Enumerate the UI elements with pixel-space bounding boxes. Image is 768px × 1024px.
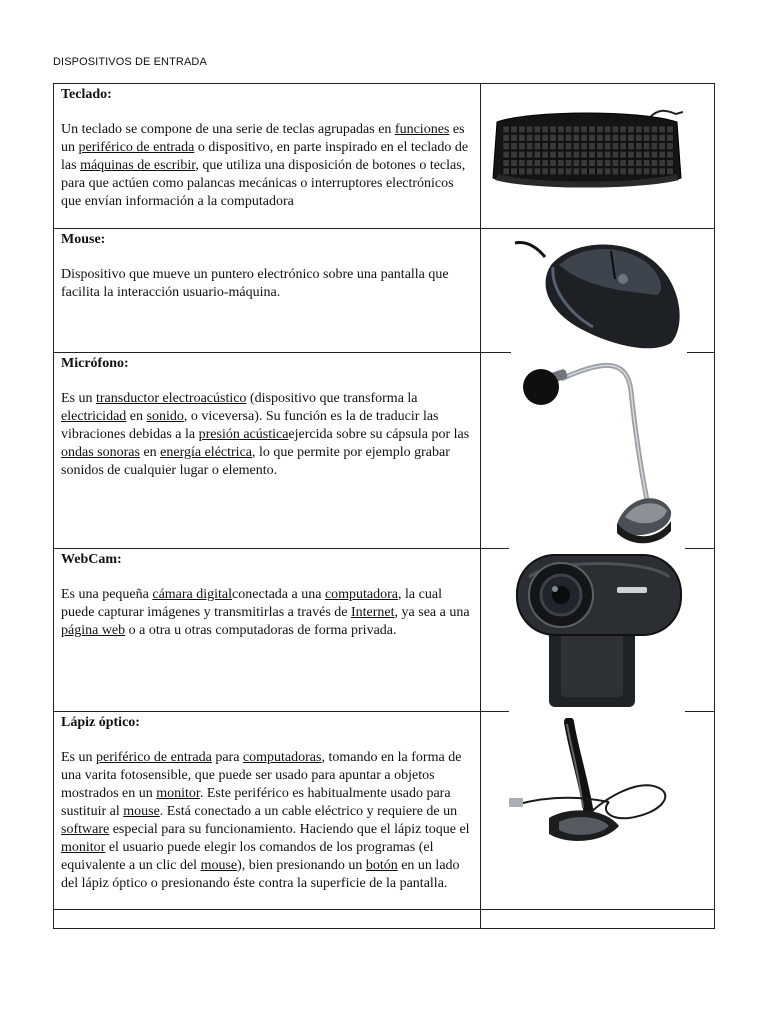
linked-term[interactable]: monitor: [156, 786, 200, 801]
body-text: conectada a una: [232, 587, 325, 602]
body-text: Es una pequeña: [61, 587, 153, 602]
row-title: Lápiz óptico:: [61, 715, 140, 730]
image-cell: [481, 910, 715, 929]
body-text: , ya sea a una: [394, 605, 470, 620]
keyboard-icon: [491, 100, 683, 190]
light-pen-icon: [509, 718, 681, 850]
devices-table: [53, 83, 715, 929]
text-cell: [54, 353, 481, 549]
body-text: , o viceversa). Su función es la de traducir las vibraciones debidas a la: [61, 409, 439, 442]
image-cell: [481, 712, 715, 910]
text-cell: [54, 84, 481, 229]
body-text: , que utiliza una disposición de botones o teclas, para que actúen como palancas mecánicas o interruptores electrónicos que envían información a la computadora: [61, 158, 466, 209]
body-text: , lo que permite por ejemplo grabar sonidos de cualquier lugar o elemento.: [61, 445, 450, 478]
body-text: para: [211, 750, 243, 765]
page-heading: DISPOSITIVOS DE ENTRADA: [53, 56, 207, 68]
body-text: especial para su funcionamiento. Haciendo que el lápiz toque el: [109, 822, 470, 837]
row-description: [61, 390, 474, 480]
linked-term[interactable]: software: [61, 822, 110, 837]
body-text: , la cual puede capturar imágenes y transmitirlas a través de: [61, 587, 442, 620]
image-cell: [481, 84, 715, 229]
row-description: [61, 586, 474, 640]
body-text: . Este periférico es habitualmente usado para sustituir al: [61, 786, 451, 819]
linked-term[interactable]: computadoras: [242, 750, 322, 765]
linked-term[interactable]: transductor electroacústico: [96, 391, 247, 406]
body-text: , tomando en la forma de una varita fotosensible, que puede ser usado para apuntar a objetos mostrados en un: [61, 750, 462, 801]
linked-term[interactable]: máquinas de escribir: [80, 158, 196, 173]
linked-term[interactable]: ondas sonoras: [61, 445, 140, 460]
linked-term[interactable]: electricidad: [61, 409, 127, 424]
image-cell: [481, 353, 715, 549]
body-text: el usuario puede elegir los comandos de los programas (el equivalente a un clic del: [61, 840, 434, 873]
row-description: [61, 749, 474, 893]
text-cell: [54, 910, 481, 929]
body-text: Un teclado se compone de una serie de teclas agrupadas en: [61, 122, 395, 137]
text-cell: [54, 229, 481, 353]
table-row: [54, 910, 715, 929]
linked-term[interactable]: botón: [365, 858, 398, 873]
microphone-icon: [521, 351, 673, 547]
row-title: WebCam:: [61, 552, 122, 567]
row-title: Mouse:: [61, 232, 106, 247]
linked-term[interactable]: sonido: [146, 409, 184, 424]
table-row: [54, 712, 715, 910]
body-text: en: [139, 445, 161, 460]
image-cell: [481, 229, 715, 353]
text-cell: [54, 549, 481, 712]
linked-term[interactable]: energía eléctrica: [160, 445, 252, 460]
body-text: ejercida sobre su cápsula por las: [288, 427, 470, 442]
text-cell: [54, 712, 481, 910]
image-cell: [481, 549, 715, 712]
body-text: (dispositivo que transforma la: [246, 391, 418, 406]
body-text: Es un: [61, 750, 96, 765]
linked-term[interactable]: periférico de entrada: [78, 140, 195, 155]
body-text: en: [126, 409, 147, 424]
linked-term[interactable]: presión acústica: [198, 427, 289, 442]
linked-term[interactable]: mouse: [200, 858, 238, 873]
table-row: [54, 84, 715, 229]
body-text: Dispositivo que mueve un puntero electrónico sobre una pantalla que facilita la interacción usuario-máquina.: [61, 267, 449, 300]
table-row: [54, 353, 715, 549]
linked-term[interactable]: página web: [61, 623, 126, 638]
linked-term[interactable]: funciones: [394, 122, 450, 137]
body-text: o dispositivo, en parte inspirado en el teclado de las: [61, 140, 469, 173]
body-text: o a otra u otras computadoras de forma privada.: [125, 623, 397, 638]
body-text: ), bien presionando un: [237, 858, 366, 873]
row-description: [61, 121, 474, 211]
linked-term[interactable]: periférico de entrada: [96, 750, 212, 765]
table-row: [54, 229, 715, 353]
body-text: en un lado del lápiz óptico o presionando éste contra la superficie de la pantalla.: [61, 858, 460, 891]
linked-term[interactable]: mouse: [123, 804, 160, 819]
linked-term[interactable]: monitor: [61, 840, 106, 855]
linked-term[interactable]: cámara digital: [152, 587, 233, 602]
body-text: . Está conectado a un cable eléctrico y requiere de un: [159, 804, 458, 819]
mouse-icon: [511, 235, 687, 353]
row-title: Micrófono:: [61, 356, 129, 371]
linked-term[interactable]: Internet: [351, 605, 395, 620]
body-text: Es un: [61, 391, 96, 406]
linked-term[interactable]: computadora: [324, 587, 399, 602]
table-row: [54, 549, 715, 712]
webcam-icon: [509, 547, 685, 712]
row-title: Teclado:: [61, 87, 112, 102]
body-text: es un: [61, 122, 465, 155]
row-description: [61, 266, 474, 302]
